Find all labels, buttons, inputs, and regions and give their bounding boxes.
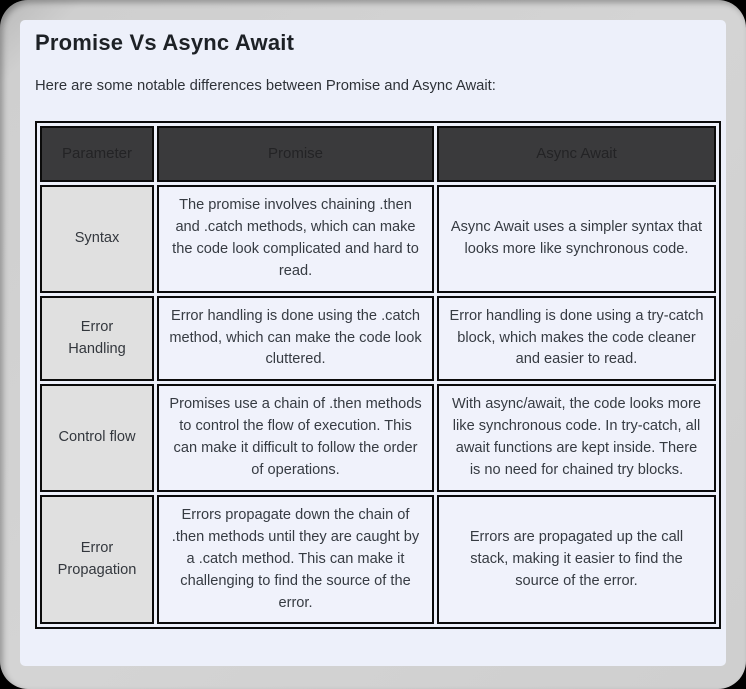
content-card xyxy=(20,20,726,666)
page-subtitle: Here are some notable differences between Promise and Async Await: xyxy=(35,77,496,94)
column-header-parameter: Parameter xyxy=(40,126,154,182)
cell-parameter-control-flow: Control flow xyxy=(40,384,154,492)
cell-async-syntax: Async Await uses a simpler syntax that looks more like synchronous code. xyxy=(437,185,716,293)
cell-promise-error-propagation: Errors propagate down the chain of .then methods until they are caught by a .catch method. This can make it challenging to find the source of the error. xyxy=(157,495,434,624)
table-row-error-handling xyxy=(40,296,716,382)
column-header-promise: Promise xyxy=(157,126,434,182)
table-row-control-flow xyxy=(40,384,716,492)
cell-async-error-propagation: Errors are propagated up the call stack, making it easier to find the source of the error. xyxy=(437,495,716,624)
cell-parameter-syntax: Syntax xyxy=(40,185,154,293)
cell-parameter-error-handling: Error Handling xyxy=(40,296,154,382)
cell-promise-control-flow: Promises use a chain of .then methods to control the flow of execution. This can make it difficult to follow the order of operations. xyxy=(157,384,434,492)
cell-async-control-flow: With async/await, the code looks more like synchronous code. In try-catch, all await functions are kept inside. There is no need for chained try blocks. xyxy=(437,384,716,492)
comparison-table xyxy=(35,121,721,629)
page-title: Promise Vs Async Await xyxy=(35,30,295,55)
table-header-row xyxy=(40,126,716,182)
cell-promise-error-handling: Error handling is done using the .catch method, which can make the code look cluttered. xyxy=(157,296,434,382)
cell-async-error-handling: Error handling is done using a try-catch block, which makes the code cleaner and easier to read. xyxy=(437,296,716,382)
cell-parameter-error-propagation: Error Propagation xyxy=(40,495,154,624)
column-header-async-await: Async Await xyxy=(437,126,716,182)
table-row-error-propagation xyxy=(40,495,716,624)
table-row-syntax xyxy=(40,185,716,293)
cell-promise-syntax: The promise involves chaining .then and .catch methods, which can make the code look complicated and hard to read. xyxy=(157,185,434,293)
